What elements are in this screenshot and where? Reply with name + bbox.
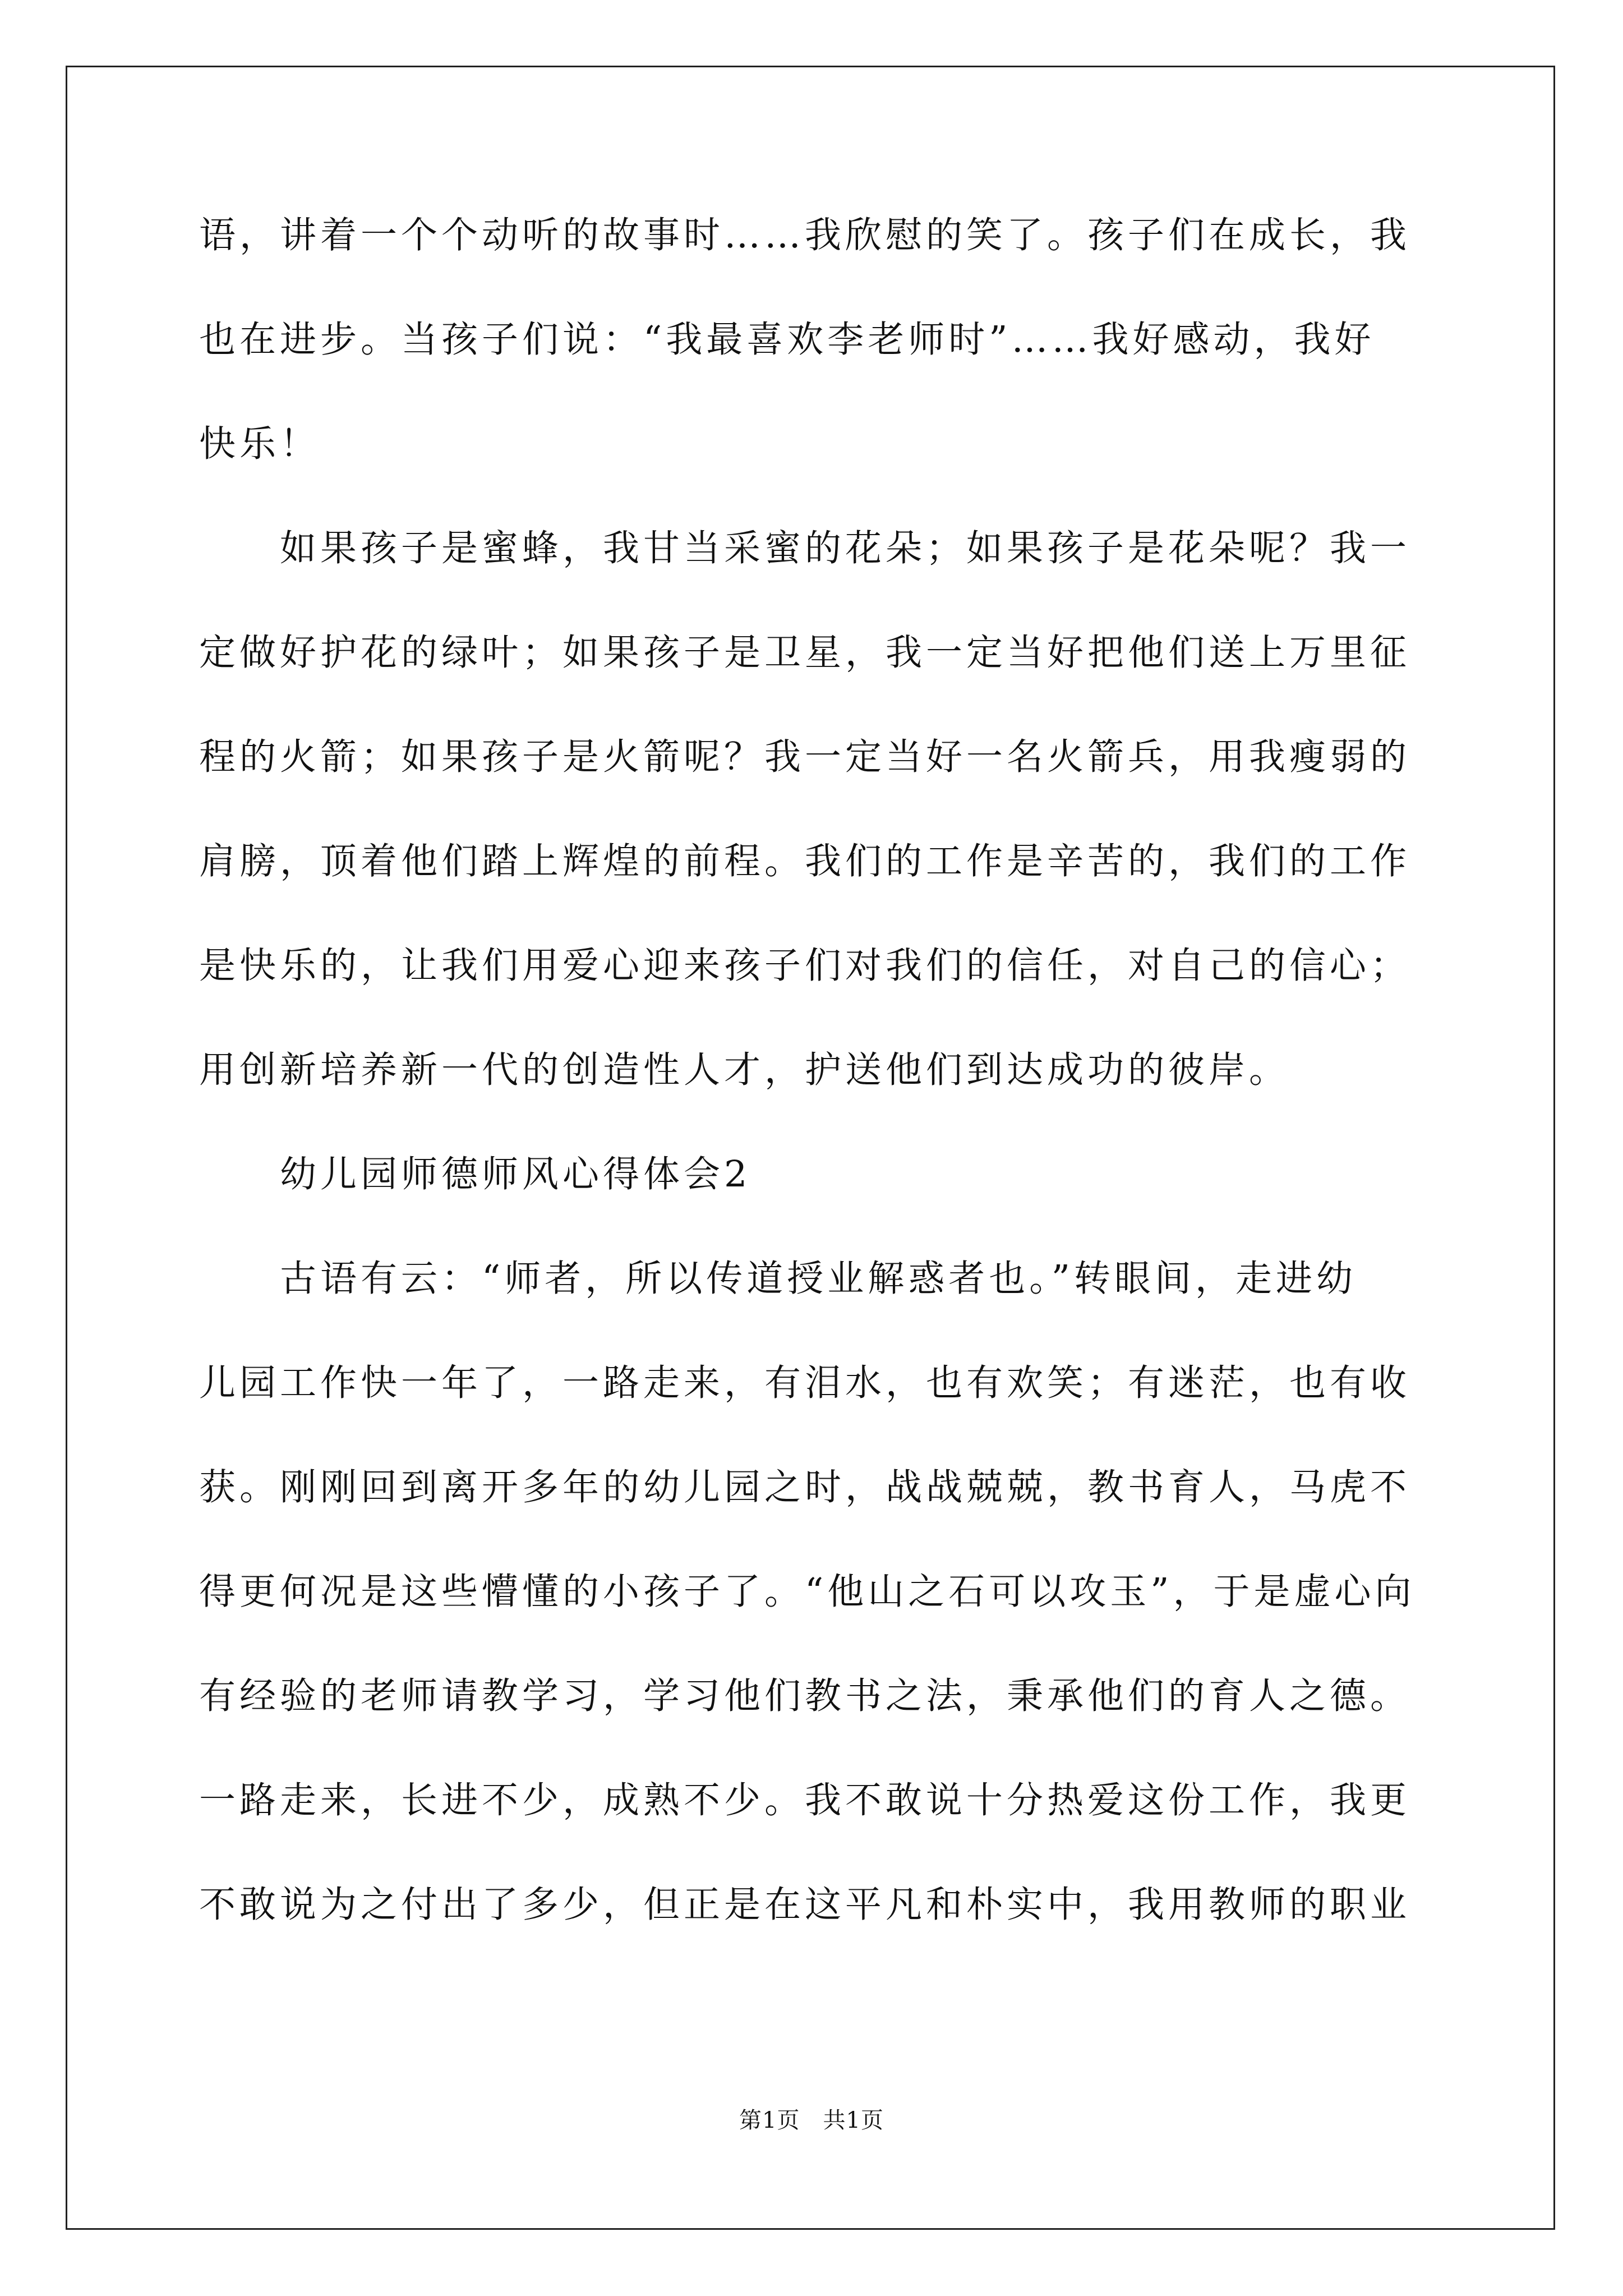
text-line: 得更何况是这些懵懂的小孩子了。“他山之石可以攻玉”，于是虚心向 (199, 1571, 1415, 1613)
text-line: 用创新培养新一代的创造性人才，护送他们到达成功的彼岸。 (199, 1049, 1290, 1091)
text-line: 一路走来，长进不少，成熟不少。我不敢说十分热爱这份工作，我更 (199, 1779, 1411, 1821)
page-number-footer: 第1页 共1页 (739, 2108, 884, 2133)
text-line: 定做好护花的绿叶；如果孩子是卫星，我一定当好把他们送上万里征 (199, 632, 1411, 674)
text-line: 快乐！ (199, 423, 321, 465)
text-line: 儿园工作快一年了，一路走来，有泪水，也有欢笑；有迷茫，也有收 (199, 1362, 1411, 1404)
text-line: 获。刚刚回到离开多年的幼儿园之时，战战兢兢，教书育人，马虎不 (199, 1466, 1411, 1508)
text-line: 如果孩子是蜜蜂，我甘当采蜜的花朵；如果孩子是花朵呢？我一 (199, 527, 1411, 569)
text-line: 有经验的老师请教学习，学习他们教书之法，秉承他们的育人之德。 (199, 1675, 1411, 1717)
text-line: 肩膀，顶着他们踏上辉煌的前程。我们的工作是辛苦的，我们的工作 (199, 840, 1411, 882)
text-line: 古语有云：“师者，所以传道授业解惑者也。”转眼间，走进幼 (199, 1258, 1357, 1300)
text-line: 程的火箭；如果孩子是火箭呢？我一定当好一名火箭兵，用我瘦弱的 (199, 736, 1411, 778)
section-heading: 幼儿园师德师风心得体会2 (199, 1153, 751, 1195)
text-line: 语，讲着一个个动听的故事时……我欣慰的笑了。孩子们在成长，我 (199, 214, 1411, 256)
text-line: 也在进步。当孩子们说：“我最喜欢李老师时”……我好感动，我好 (199, 319, 1375, 361)
text-line: 不敢说为之付出了多少，但正是在这平凡和朴实中，我用教师的职业 (199, 1884, 1411, 1926)
text-line: 是快乐的，让我们用爱心迎来孩子们对我们的信任，对自己的信心； (199, 945, 1411, 987)
